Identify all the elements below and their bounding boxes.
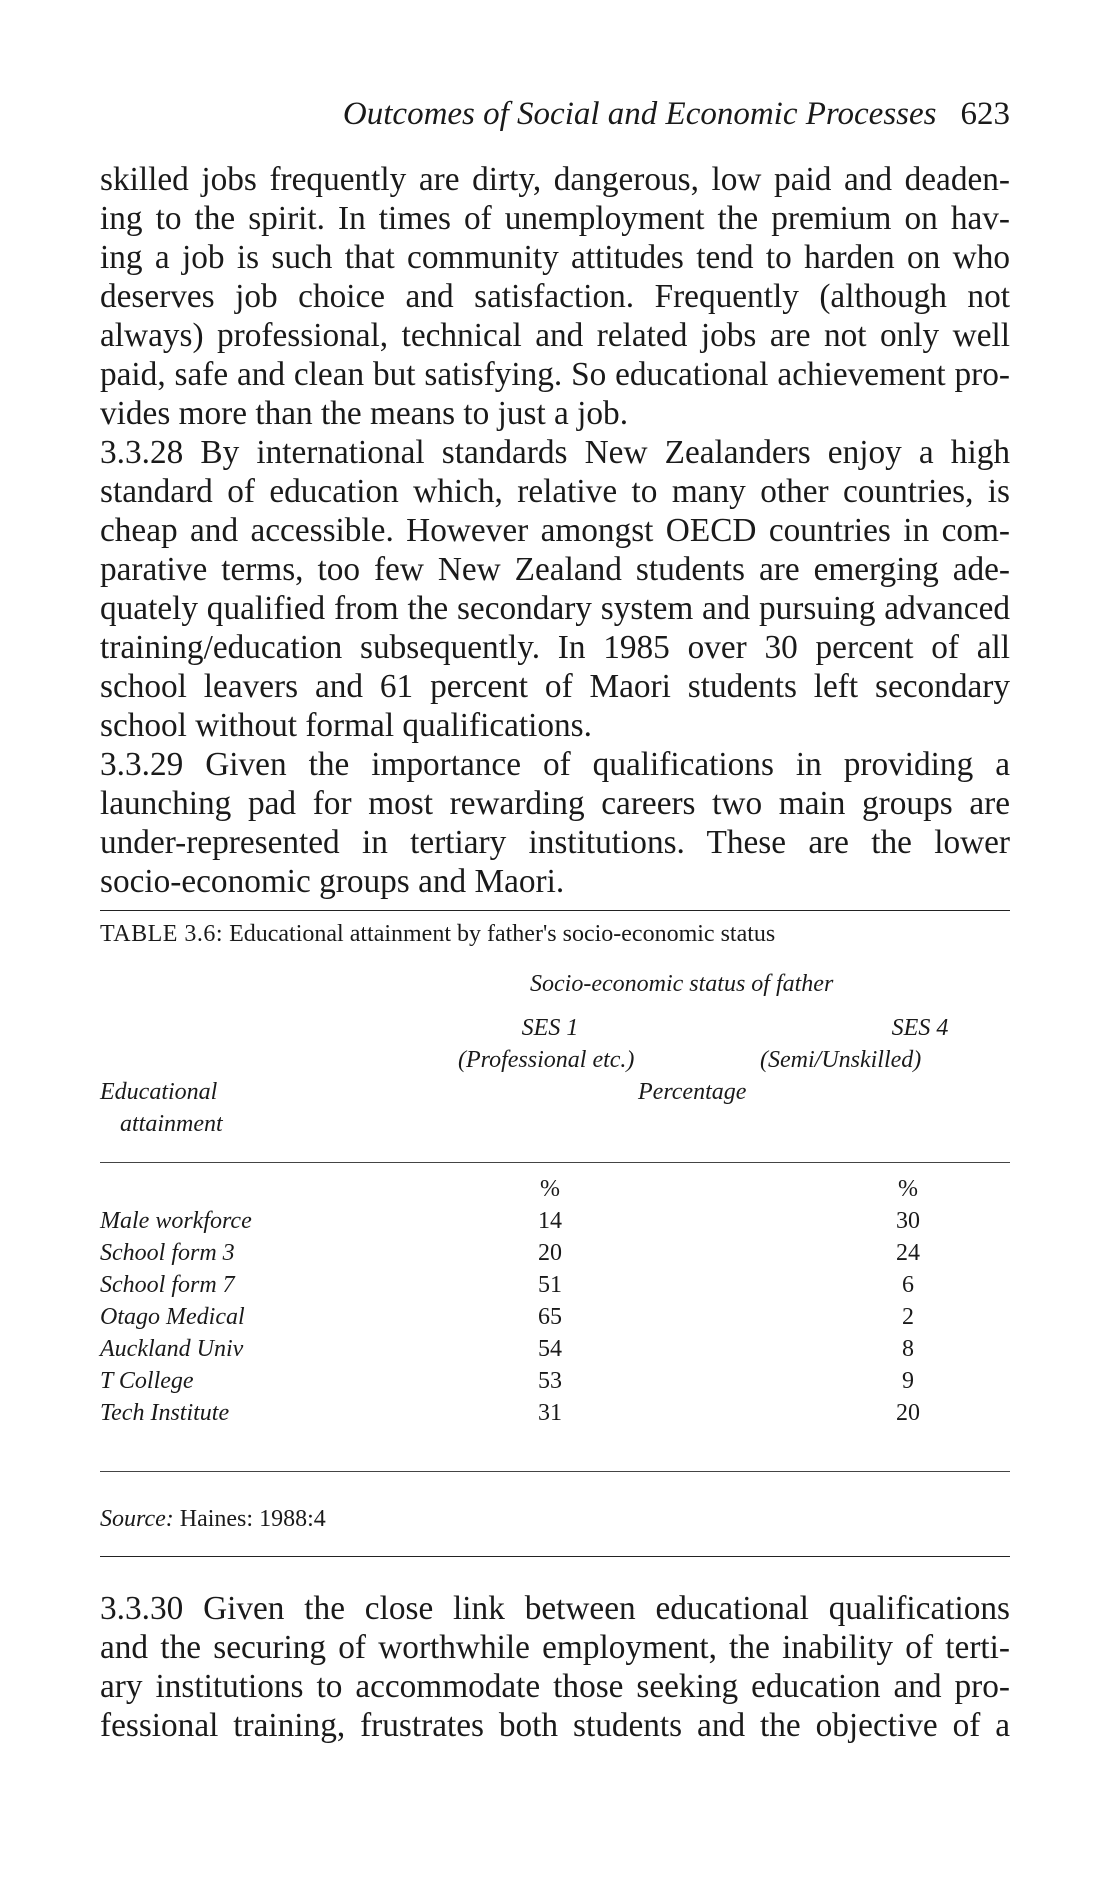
table-caption-label: TABLE 3.6: [100,921,224,947]
paragraph-3-3-30 [100,1589,1010,1745]
text-line: 3.3.29 Given the importance of qualifications in providing a [100,746,1010,783]
cell-ses4: 20 [896,1400,920,1426]
column-head-ses4: SES 4 [891,1015,949,1041]
body-text-bottom [100,1589,1010,1745]
unit-ses1: % [540,1176,560,1202]
stub-head-line1: Educational [100,1079,218,1105]
text-line: deserves job choice and satisfaction. Frequently (although not [100,278,1010,315]
text-line: school leavers and 61 percent of Maori students left secondary [100,668,1010,705]
row-label: Otago Medical [100,1304,245,1330]
source-text: Haines: 1988:4 [179,1506,326,1532]
source-label: Source: [100,1506,174,1532]
cell-ses1: 51 [538,1272,562,1298]
cell-ses1: 20 [538,1240,562,1266]
row-label: Male workforce [100,1208,252,1234]
text-line: vides more than the means to just a job. [100,395,629,432]
text-line: always) professional, technical and related jobs are not only well [100,317,1010,354]
cell-ses1: 53 [538,1368,562,1394]
text-line: socio-economic groups and Maori. [100,863,565,900]
text-line: under-represented in tertiary institutions. These are the lower [100,824,1010,861]
row-label: T College [100,1368,194,1394]
text-line: paid, safe and clean but satisfying. So educational achievement pro- [100,356,1010,393]
stub-head-line2: attainment [120,1111,223,1137]
table-caption-text: Educational attainment by father's socio-economic status [229,921,776,947]
column-head-ses1: SES 1 [521,1015,579,1041]
cell-ses1: 14 [538,1208,562,1234]
unit-ses4: % [898,1176,918,1202]
table-bottom-rule [100,1471,1010,1472]
text-line: ing to the spirit. In times of unemployment the premium on hav- [100,200,1010,237]
row-label: Tech Institute [100,1400,230,1426]
text-line: cheap and accessible. However amongst OECD countries in com- [100,512,1010,549]
row-label: School form 7 [100,1272,235,1298]
row-label: Auckland Univ [100,1336,244,1362]
cell-ses4: 9 [902,1368,914,1394]
text-line: standard of education which, relative to many other countries, is [100,473,1010,510]
text-line: fessional training, frustrates both students and the objective of a [100,1707,1010,1744]
cell-ses1: 54 [538,1336,562,1362]
page-number: 623 [960,96,1010,132]
text-line: quately qualified from the secondary system and pursuing advanced [100,590,1010,627]
paragraph-continued [100,160,1010,433]
text-line: 3.3.30 Given the close link between educational qualifications [100,1590,1010,1627]
row-label: School form 3 [100,1240,235,1266]
cell-ses4: 30 [896,1208,920,1234]
text-line: and the securing of worthwhile employment, the inability of terti- [100,1629,1010,1666]
table-top-rule [100,910,1010,911]
text-line: school without formal qualifications. [100,707,592,744]
table-header-rule [100,1162,1010,1163]
cell-ses4: 8 [902,1336,914,1362]
text-line: launching pad for most rewarding careers two main groups are [100,785,1010,822]
cell-ses1: 65 [538,1304,562,1330]
document-page [100,0,1010,1880]
cell-ses4: 2 [902,1304,914,1330]
text-line: skilled jobs frequently are dirty, dangerous, low paid and deaden- [100,161,1010,198]
column-subhead-ses1: (Professional etc.) [458,1047,635,1073]
column-subhead-ses4: (Semi/Unskilled) [760,1047,922,1073]
cell-ses1: 31 [538,1400,562,1426]
table-source [100,1503,326,1535]
running-head [100,92,1010,136]
text-line: ary institutions to accommodate those seeking education and pro- [100,1668,1010,1705]
text-line: parative terms, too few New Zealand students are emerging ade- [100,551,1010,588]
text-line: ing a job is such that community attitudes tend to harden on who [100,239,1010,276]
table-end-rule [100,1556,1010,1557]
paragraph-3-3-28 [100,433,1010,745]
table-caption [100,918,1010,950]
text-line: training/education subsequently. In 1985 over 30 percent of all [100,629,1010,666]
percentage-label: Percentage [638,1079,747,1105]
body-text-top [100,160,1010,901]
running-head-title: Outcomes of Social and Economic Processes [342,96,937,132]
paragraph-3-3-29 [100,745,1010,901]
cell-ses4: 24 [896,1240,920,1266]
table-spanner-heading: Socio-economic status of father [530,971,834,997]
cell-ses4: 6 [902,1272,914,1298]
text-line: 3.3.28 By international standards New Zealanders enjoy a high [100,434,1010,471]
